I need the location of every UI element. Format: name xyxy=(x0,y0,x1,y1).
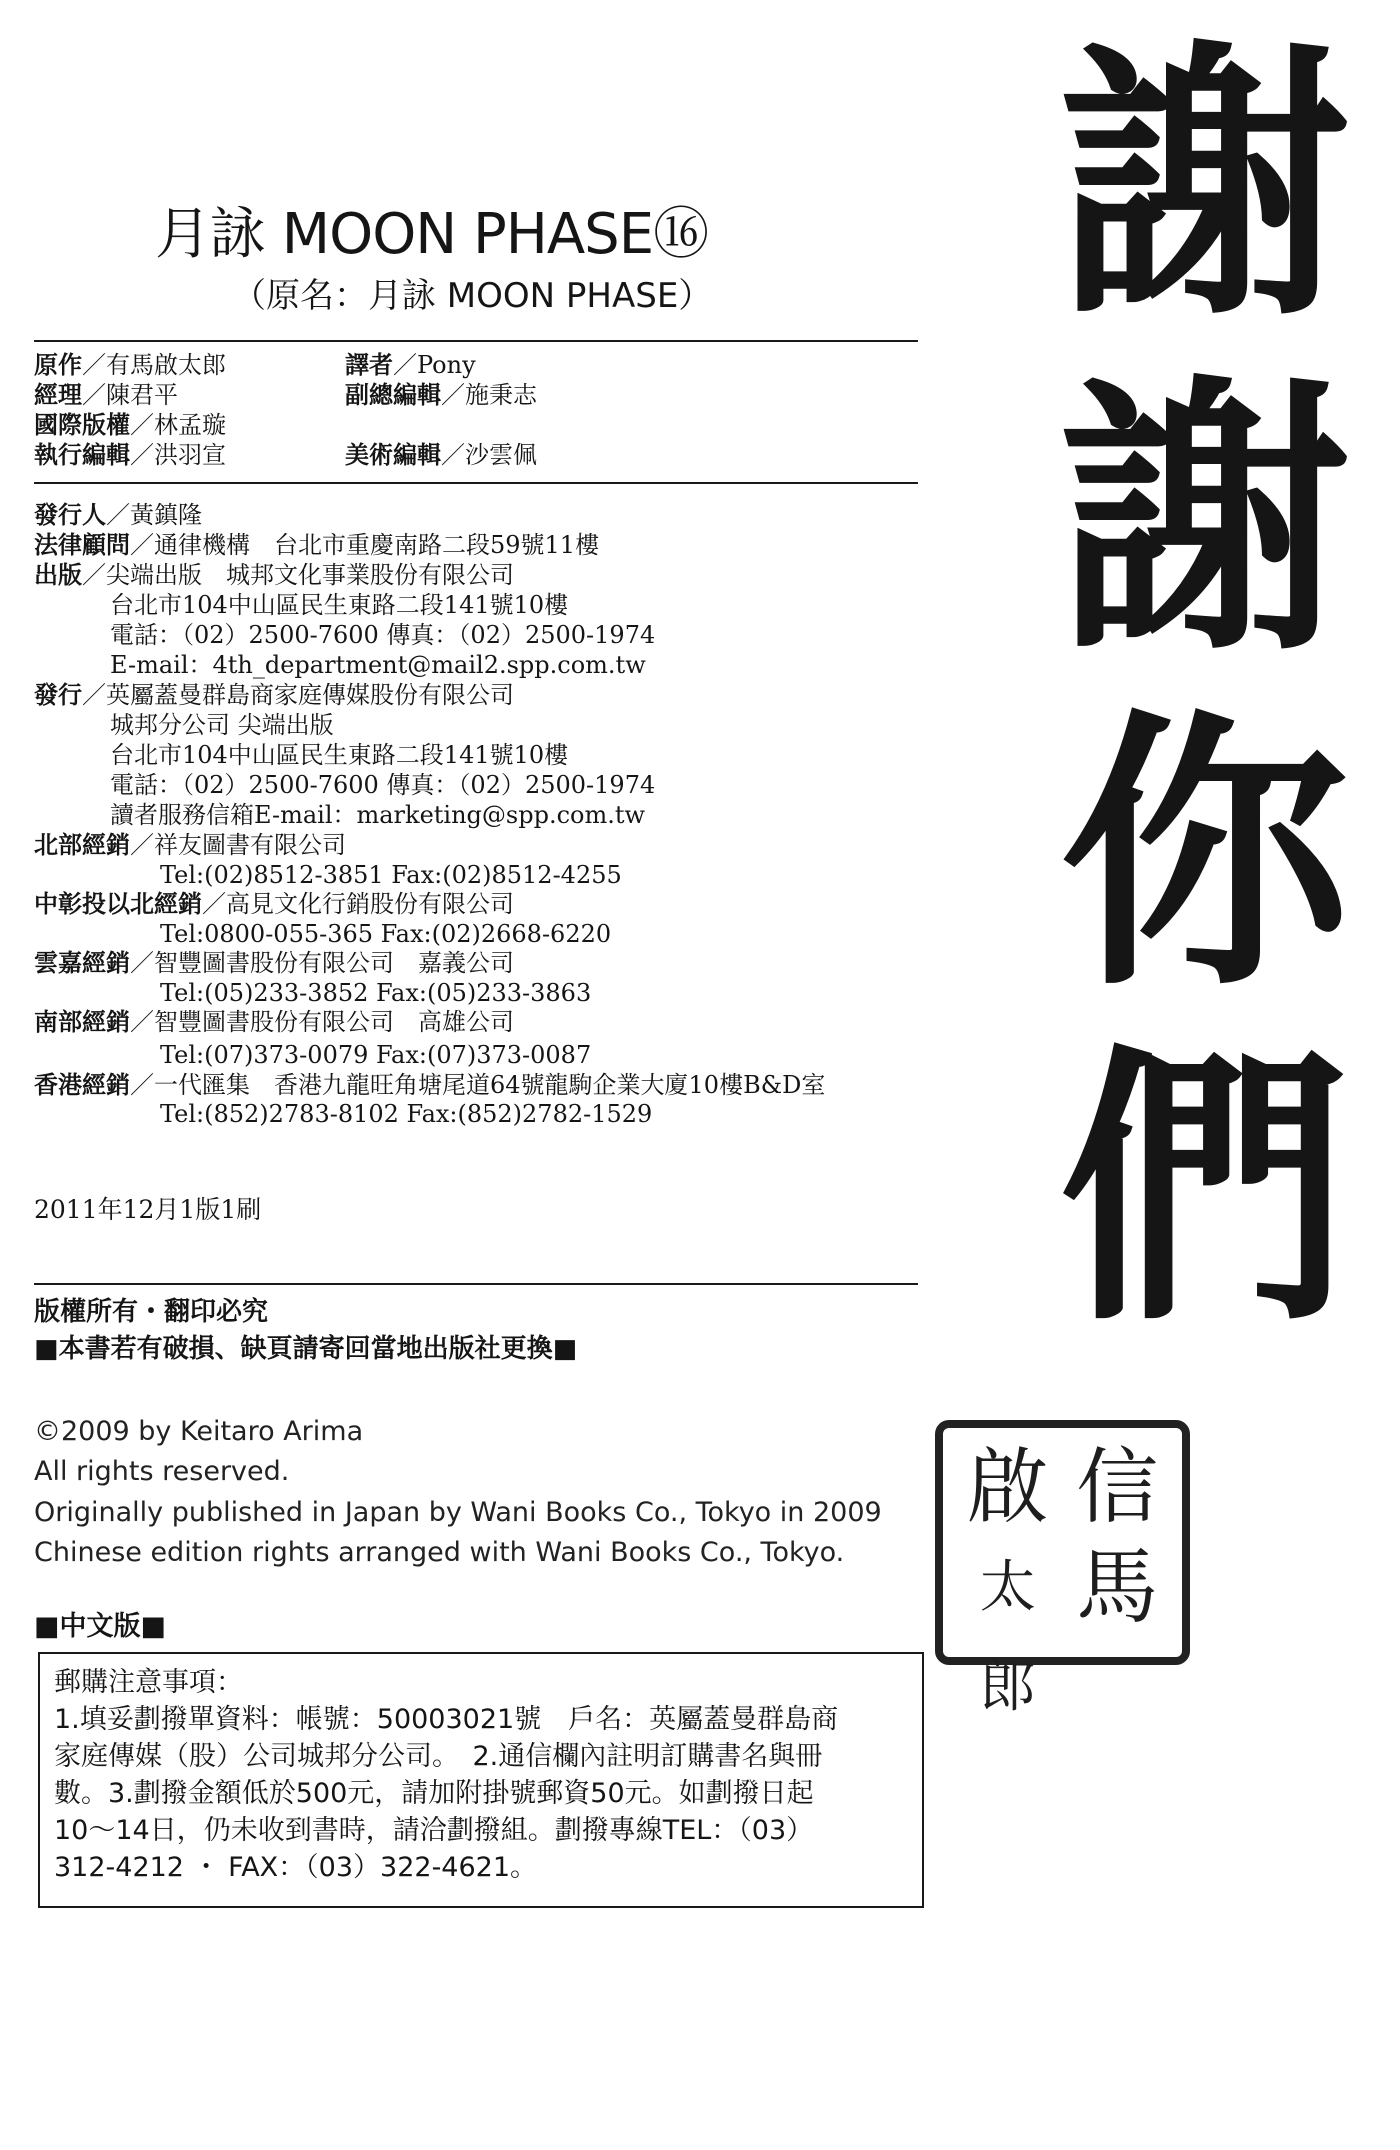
distribution-line: 發行／英屬蓋曼群島商家庭傳媒股份有限公司 xyxy=(34,681,514,709)
distributor-central-tel: Tel:0800-055-365 Fax:(02)2668-6220 xyxy=(160,920,612,948)
seal-char: 馬 xyxy=(1076,1540,1159,1635)
postal-notice-line: 家庭傳媒（股）公司城邦分公司。 2.通信欄內註明訂購書名與冊 xyxy=(54,1741,823,1772)
distribution-phone: 電話：（02）2500-7600 傳真：（02）2500-1974 xyxy=(110,771,656,799)
credit-art-editor: 美術編輯／沙雲佩 xyxy=(345,441,537,469)
rights-reserved: 版權所有・翻印必究 xyxy=(34,1297,269,1327)
edition-date: 2011年12月1版1刷 xyxy=(34,1195,262,1224)
reader-service-email: 讀者服務信箱E-mail：marketing@spp.com.tw xyxy=(110,801,646,829)
thanks-char-2: 謝 xyxy=(1060,350,1350,690)
postal-notice-line: 1.填妥劃撥單資料：帳號：50003021號 戶名：英屬蓋曼群島商 xyxy=(54,1704,839,1735)
legal-line: 法律顧問／通律機構 台北市重慶南路二段59號11樓 xyxy=(34,531,600,559)
credit-manager: 經理／陳君平 xyxy=(34,381,178,409)
credit-exec-editor: 執行編輯／洪羽宣 xyxy=(34,441,226,469)
credit-intl-rights: 國際版權／林孟璇 xyxy=(34,411,226,439)
publish-address: 台北市104中山區民生東路二段141號10樓 xyxy=(110,591,569,619)
postal-order-notice xyxy=(38,1652,924,1908)
damage-notice: ■本書若有破損、缺頁請寄回當地出版社更換■ xyxy=(34,1334,578,1364)
seal-char: 太郎 xyxy=(979,1555,1036,1720)
copyright-line-4: Chinese edition rights arranged with Wani Books Co., Tokyo. xyxy=(34,1537,845,1568)
original-title: （原名：月詠 MOON PHASE） xyxy=(232,276,713,316)
thanks-char-4: 們 xyxy=(1060,1020,1350,1360)
distributor-north-tel: Tel:(02)8512-3851 Fax:(02)8512-4255 xyxy=(160,861,622,889)
distributor-central: 中彰投以北經銷／高見文化行銷股份有限公司 xyxy=(34,890,514,918)
distributor-hongkong: 香港經銷／一代匯集 香港九龍旺角塘尾道64號龍駒企業大廈10樓B&D室 xyxy=(34,1071,826,1099)
divider-top xyxy=(34,340,918,342)
distributor-north: 北部經銷／祥友圖書有限公司 xyxy=(34,831,346,859)
copyright-line-2: All rights reserved. xyxy=(34,1456,290,1487)
publish-phone: 電話：（02）2500-7600 傳真：（02）2500-1974 xyxy=(110,621,656,649)
postal-notice-line: 郵購注意事項： xyxy=(54,1667,243,1698)
publisher-line: 發行人／黃鎮隆 xyxy=(34,501,202,529)
seal-char: 信 xyxy=(1076,1440,1159,1535)
publish-line: 出版／尖端出版 城邦文化事業股份有限公司 xyxy=(34,561,514,589)
credit-translator: 譯者／Pony xyxy=(345,351,476,379)
book-title: 月詠 MOON PHASE⑯ xyxy=(155,202,709,267)
distribution-address: 台北市104中山區民生東路二段141號10樓 xyxy=(110,741,569,769)
distributor-south: 南部經銷／智豐圖書股份有限公司 高雄公司 xyxy=(34,1008,514,1036)
postal-notice-line: 312-4212 ・ FAX：（03）322-4621。 xyxy=(54,1852,538,1883)
copyright-line-1: ©2009 by Keitaro Arima xyxy=(34,1416,364,1447)
distributor-hongkong-tel: Tel:(852)2783-8102 Fax:(852)2782-1529 xyxy=(160,1100,653,1128)
distributor-yunjia: 雲嘉經銷／智豐圖書股份有限公司 嘉義公司 xyxy=(34,949,514,977)
chinese-edition-label: ■中文版■ xyxy=(34,1611,167,1642)
thanks-char-3: 你 xyxy=(1060,685,1350,1025)
distributor-yunjia-tel: Tel:(05)233-3852 Fax:(05)233-3863 xyxy=(160,979,592,1007)
seal-char: 啟 xyxy=(966,1440,1049,1535)
postal-notice-line: 10～14日，仍未收到書時，請洽劃撥組。劃撥專線TEL：（03） xyxy=(54,1815,814,1846)
copyright-line-3: Originally published in Japan by Wani Books Co., Tokyo in 2009 xyxy=(34,1497,882,1528)
credit-author: 原作／有馬啟太郎 xyxy=(34,351,226,379)
credit-deputy-editor: 副總編輯／施秉志 xyxy=(345,381,537,409)
thanks-char-1: 謝 xyxy=(1060,15,1350,355)
author-seal-stamp xyxy=(935,1420,1190,1720)
distributor-south-tel: Tel:(07)373-0079 Fax:(07)373-0087 xyxy=(160,1041,592,1069)
divider-credits xyxy=(34,482,918,484)
postal-notice-line: 數。3.劃撥金額低於500元，請加附掛號郵資50元。如劃撥日起 xyxy=(54,1778,814,1809)
publish-email: E-mail：4th_department@mail2.spp.com.tw xyxy=(110,651,646,679)
divider-rights xyxy=(34,1283,918,1285)
distribution-branch: 城邦分公司 尖端出版 xyxy=(110,711,334,739)
